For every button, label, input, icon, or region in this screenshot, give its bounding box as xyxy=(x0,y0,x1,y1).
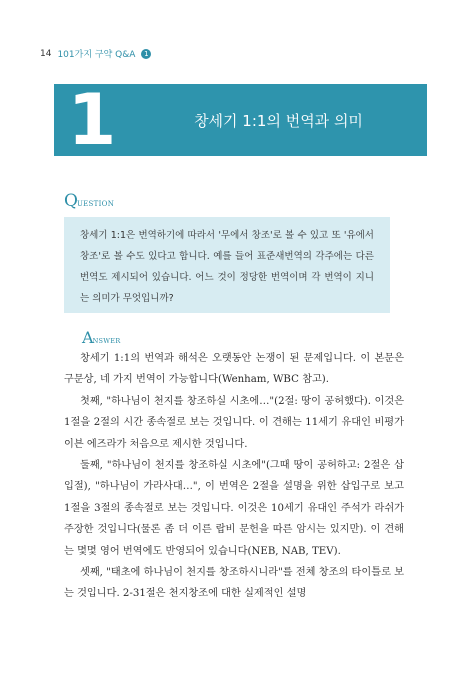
question-box xyxy=(64,217,390,313)
book-title: 101가지 구약 Q&A xyxy=(57,50,136,60)
answer-paragraph-2: 첫째, "하나님이 천지를 창조하실 시초에…"(2절: 땅이 공허했다). 이것은 1절을 2절의 시간 종속절로 보는 것입니다. 이 견해는 11세기 유대인 비평가 이븐 에즈라가 처음으로 제시한 것입니다. xyxy=(64,395,404,450)
question-text: 창세기 1:1은 번역하기에 따라서 '무에서 창조'로 볼 수 있고 또 '유에서 창조'로 볼 수도 있다고 합니다. 예를 들어 표준새번역의 각주에는 다른 번역도 제시되어 있습니다. 어느 것이 정당한 번역이며 각 번역이 지니는 의미가 무엇입니까? xyxy=(80,230,374,304)
question-label xyxy=(64,191,114,211)
answer-label-initial: A xyxy=(82,328,94,347)
running-header xyxy=(40,47,151,60)
question-label-rest: UESTION xyxy=(76,200,115,208)
page-number: 14 xyxy=(40,48,52,59)
question-label-initial: Q xyxy=(64,191,78,211)
answer-paragraph-4: 셋째, "태초에 하나님이 천지를 창조하시니라"를 전체 창조의 타이틀로 보는 것입니다. 2-31절은 천지창조에 대한 실제적인 설명 xyxy=(64,567,404,600)
answer-body xyxy=(64,348,404,605)
chapter-number: 1 xyxy=(67,79,117,161)
chapter-title: 창세기 1:1의 번역과 의미 xyxy=(194,111,363,130)
volume-badge: 1 xyxy=(141,49,151,59)
answer-paragraph-3: 둘째, "하나님이 천지를 창조하실 시초에"(그때 땅이 공허하고: 2절은 삽입절), "하나님이 가라사대…", 이 번역은 2절을 설명을 위한 삽입구로 보고 1절을 3절의 종속절로 보는 것입니다. 이것은 10세기 유대인 주석가 라쉬가 주장한 것입니다(물론 좀 더 이른 랍비 문헌을 따른 암시는 있지만). 이 견해는 몇몇 영어 번역에도 반영되어 있습니다(NEB, NAB, TEV). xyxy=(64,460,404,557)
answer-paragraph-1: 창세기 1:1의 번역과 해석은 오랫동안 논쟁이 된 문제입니다. 이 본문은 구문상, 네 가지 번역이 가능합니다(Wenham, WBC 참고). xyxy=(64,353,404,386)
answer-label-rest: NSWER xyxy=(92,337,121,345)
answer-label xyxy=(82,328,121,347)
